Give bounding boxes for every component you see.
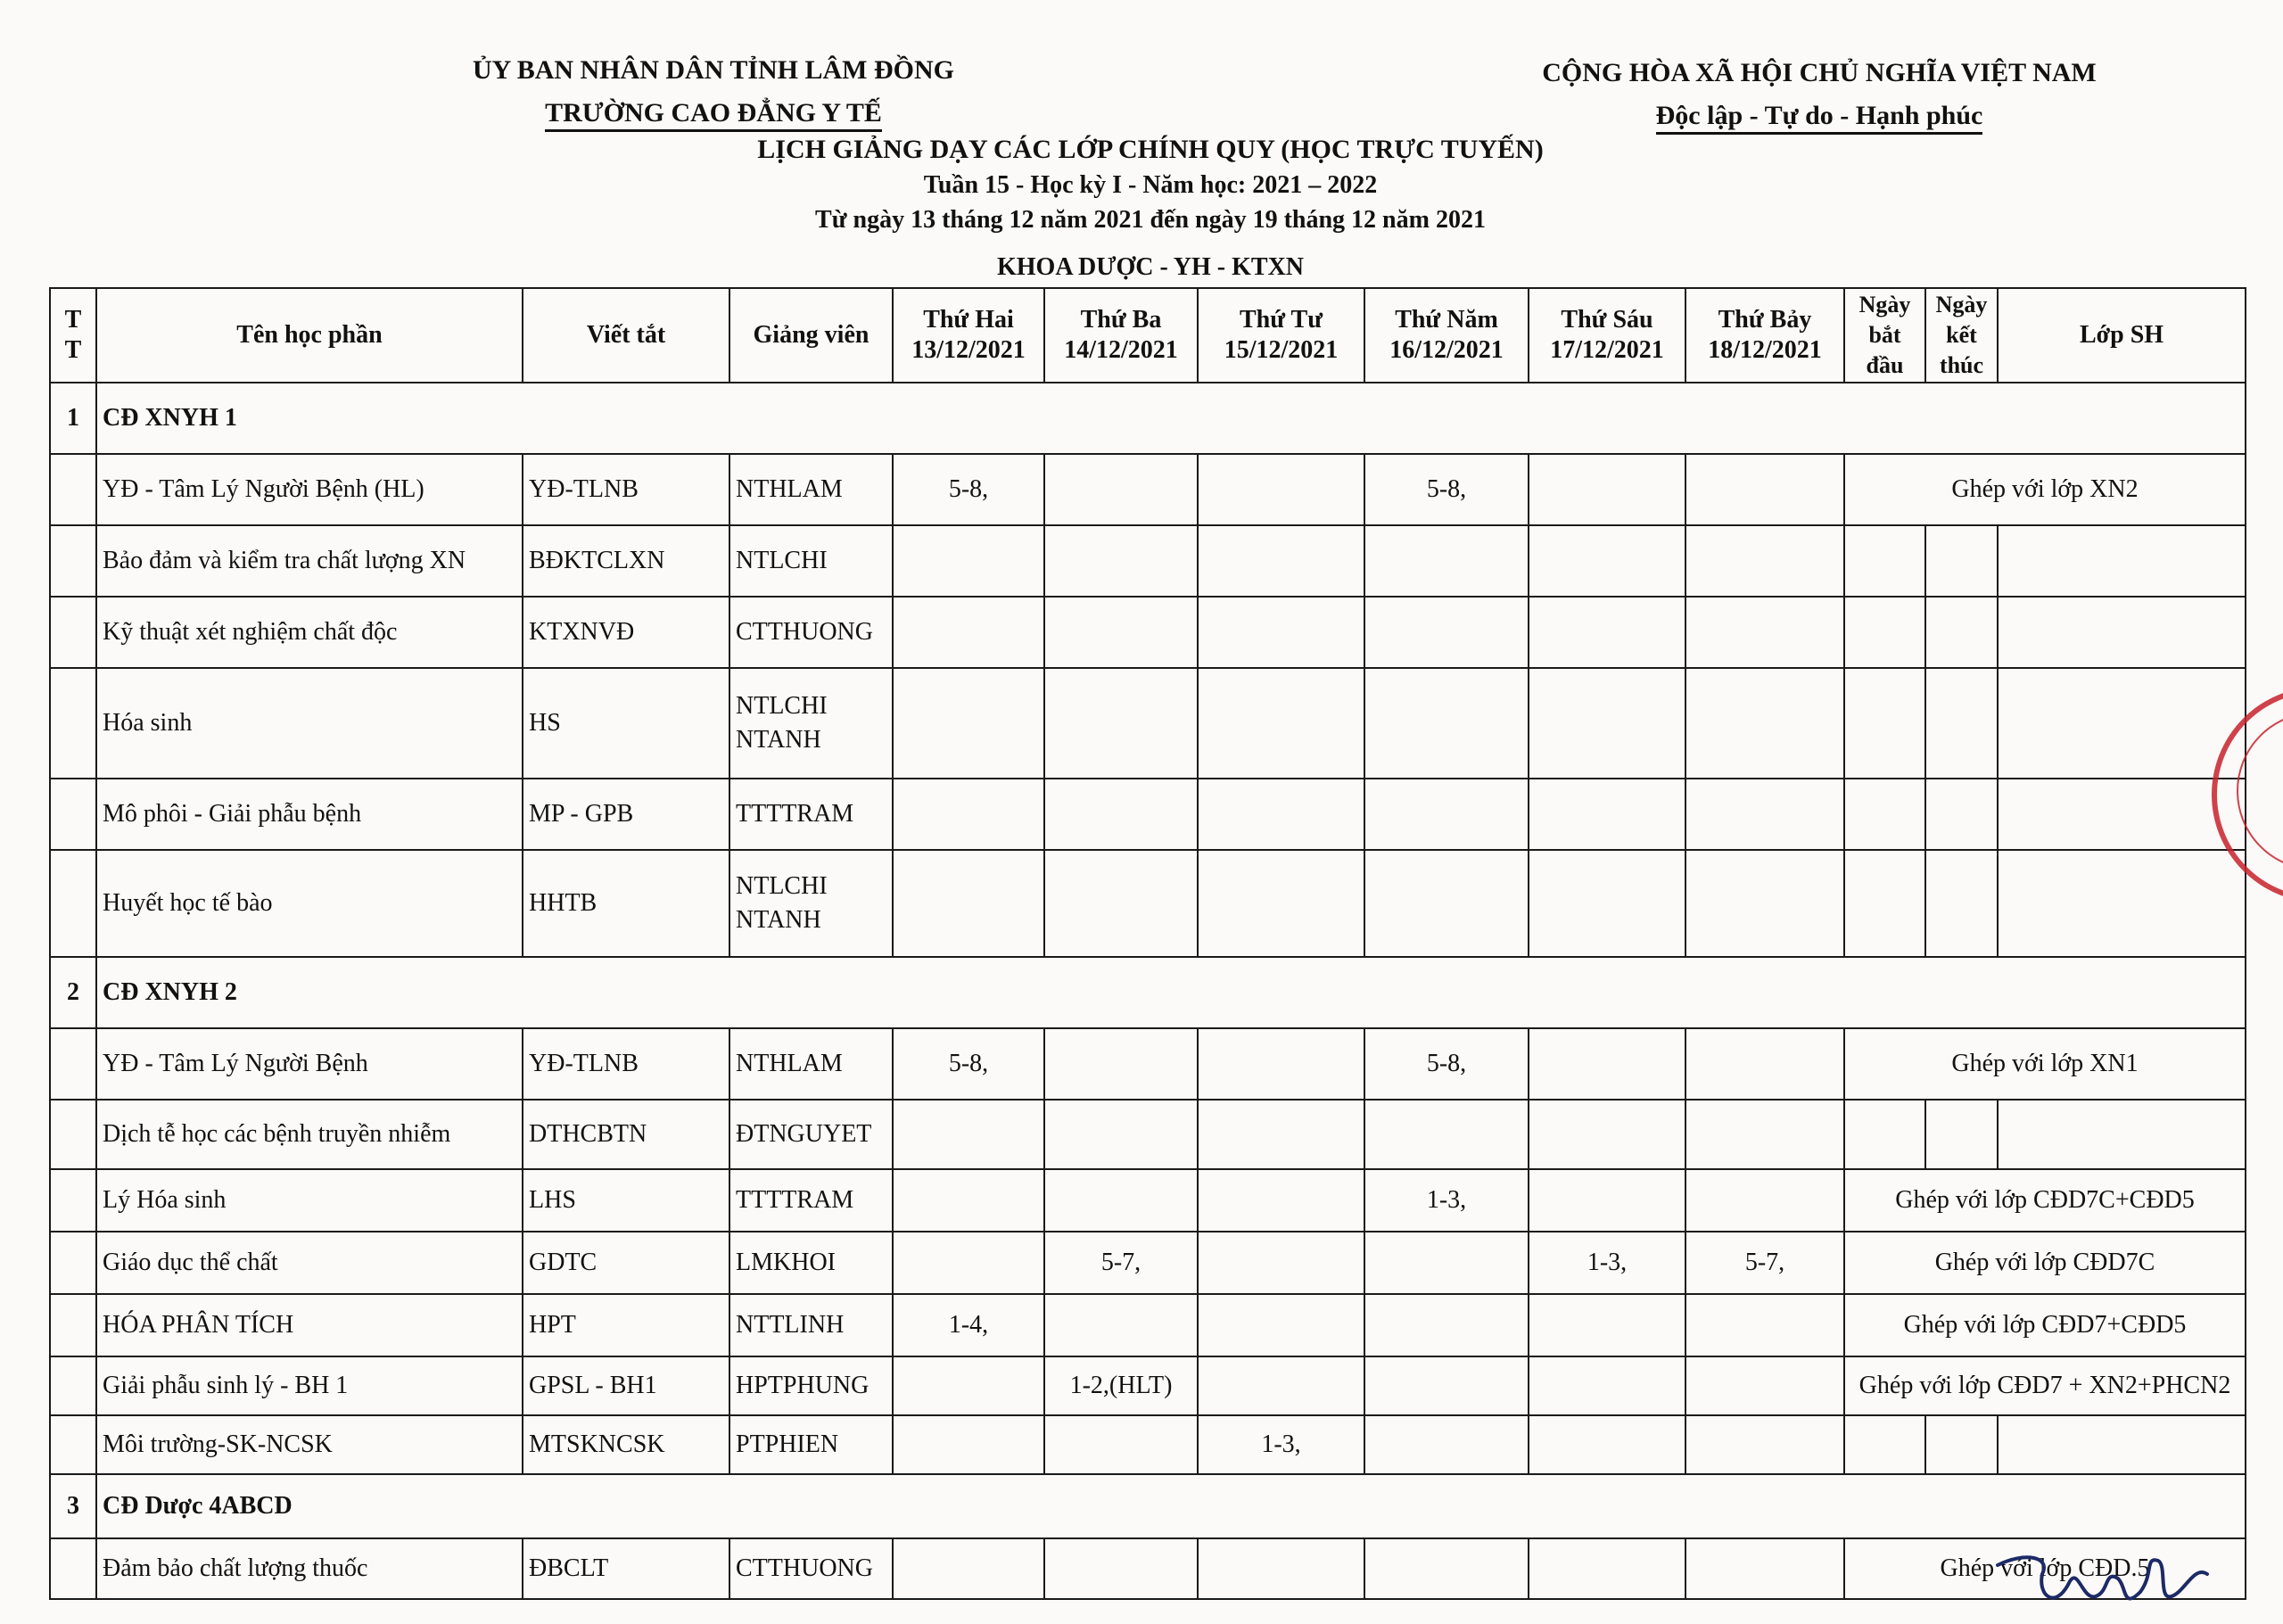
class-cell bbox=[1998, 597, 2246, 668]
session-cell-tue bbox=[1044, 454, 1198, 525]
session-cell-thu: 5-8, bbox=[1364, 1028, 1529, 1100]
session-cell-mon bbox=[893, 1415, 1044, 1474]
col-saturday: Thứ Bảy 18/12/2021 bbox=[1685, 288, 1844, 383]
session-cell-fri bbox=[1529, 668, 1685, 779]
teacher-cell bbox=[729, 1538, 893, 1599]
col-teacher: Giảng viên bbox=[729, 288, 893, 383]
teacher-cell bbox=[729, 1294, 893, 1356]
course-name-cell: HÓA PHÂN TÍCH bbox=[96, 1294, 523, 1356]
session-cell-fri bbox=[1529, 1356, 1685, 1415]
teacher-cell bbox=[729, 668, 893, 779]
start-date-cell bbox=[1844, 1100, 1925, 1169]
row-number-cell bbox=[50, 1100, 96, 1169]
department-label: KHOA DƯỢC - YH - KTXN bbox=[996, 253, 1305, 281]
class-note-cell: Ghép với lớp XN1 bbox=[1844, 1028, 2246, 1100]
row-number-cell bbox=[50, 1232, 96, 1294]
session-cell-mon bbox=[893, 1169, 1044, 1232]
session-cell-fri bbox=[1529, 454, 1685, 525]
session-cell-tue bbox=[1044, 850, 1198, 957]
session-cell-wed bbox=[1198, 668, 1364, 779]
col-wednesday: Thứ Tư 15/12/2021 bbox=[1198, 288, 1364, 383]
session-cell-mon bbox=[893, 779, 1044, 850]
teacher-cell bbox=[729, 1100, 893, 1169]
col-abbr: Viết tắt bbox=[523, 288, 729, 383]
abbr-cell: YĐ-TLNB bbox=[523, 454, 729, 525]
row-number-cell bbox=[50, 1028, 96, 1100]
session-cell-tue bbox=[1044, 668, 1198, 779]
col-end-date: Ngày kết thúc bbox=[1925, 288, 1998, 383]
end-date-cell bbox=[1925, 1100, 1998, 1169]
session-cell-thu bbox=[1364, 668, 1529, 779]
session-cell-wed bbox=[1198, 454, 1364, 525]
table-row bbox=[50, 1232, 2246, 1294]
row-number-cell bbox=[50, 525, 96, 597]
teacher-name: NTHLAM bbox=[736, 1050, 843, 1077]
teacher-name: NTLCHI bbox=[736, 872, 828, 900]
table-row bbox=[50, 1028, 2246, 1100]
session-cell-sat bbox=[1685, 1100, 1844, 1169]
table-row bbox=[50, 1169, 2246, 1232]
session-cell-mon bbox=[893, 850, 1044, 957]
group-name: CĐ XNYH 2 bbox=[96, 957, 2246, 1028]
teacher-cell bbox=[729, 779, 893, 850]
class-cell bbox=[1998, 525, 2246, 597]
session-cell-mon: 5-8, bbox=[893, 1028, 1044, 1100]
course-name-cell: Lý Hóa sinh bbox=[96, 1169, 523, 1232]
abbr-cell: YĐ-TLNB bbox=[523, 1028, 729, 1100]
schedule-body bbox=[50, 383, 2246, 1599]
teacher-cell bbox=[729, 850, 893, 957]
abbr-cell: MP - GPB bbox=[523, 779, 729, 850]
session-cell-sat bbox=[1685, 668, 1844, 779]
row-number-cell bbox=[50, 454, 96, 525]
group-number: 1 bbox=[50, 383, 96, 454]
session-cell-thu: 5-8, bbox=[1364, 454, 1529, 525]
teacher-cell bbox=[729, 1169, 893, 1232]
table-row bbox=[50, 850, 2246, 957]
start-date-cell bbox=[1844, 597, 1925, 668]
table-row bbox=[50, 1356, 2246, 1415]
teacher-name: NTANH bbox=[736, 726, 821, 754]
col-thursday: Thứ Năm 16/12/2021 bbox=[1364, 288, 1529, 383]
class-note-cell: Ghép với lớp CĐD7C bbox=[1844, 1232, 2246, 1294]
session-cell-sat bbox=[1685, 1028, 1844, 1100]
group-number: 3 bbox=[50, 1474, 96, 1538]
teacher-name: NTLCHI bbox=[736, 692, 828, 720]
session-cell-sat bbox=[1685, 1415, 1844, 1474]
teacher-name: NTANH bbox=[736, 906, 821, 934]
session-cell-tue: 5-7, bbox=[1044, 1232, 1198, 1294]
session-cell-mon: 5-8, bbox=[893, 454, 1044, 525]
course-name-cell: YĐ - Tâm Lý Người Bệnh bbox=[96, 1028, 523, 1100]
week-label: Tuần 15 - Học kỳ I - Năm học: 2021 – 2022 bbox=[923, 171, 1378, 199]
session-cell-tue bbox=[1044, 1169, 1198, 1232]
session-cell-mon bbox=[893, 525, 1044, 597]
table-row bbox=[50, 454, 2246, 525]
teacher-name: CTTHUONG bbox=[736, 1554, 873, 1582]
teacher-cell bbox=[729, 1232, 893, 1294]
session-cell-wed bbox=[1198, 597, 1364, 668]
table-row bbox=[50, 1538, 2246, 1599]
session-cell-fri bbox=[1529, 1294, 1685, 1356]
abbr-cell: BĐKTCLXN bbox=[523, 525, 729, 597]
table-row bbox=[50, 1100, 2246, 1169]
issuer-block bbox=[464, 49, 963, 135]
header-row bbox=[50, 288, 2246, 383]
session-cell-wed bbox=[1198, 1100, 1364, 1169]
session-cell-thu bbox=[1364, 850, 1529, 957]
session-cell-thu bbox=[1364, 1538, 1529, 1599]
col-friday: Thứ Sáu 17/12/2021 bbox=[1529, 288, 1685, 383]
group-name: CĐ XNYH 1 bbox=[96, 383, 2246, 454]
session-cell-thu bbox=[1364, 1415, 1529, 1474]
document-titles bbox=[624, 132, 1677, 284]
session-cell-thu bbox=[1364, 597, 1529, 668]
table-row bbox=[50, 525, 2246, 597]
class-note-cell: Ghép với lớp CĐD7 + XN2+PHCN2 bbox=[1844, 1356, 2246, 1415]
session-cell-sat bbox=[1685, 1294, 1844, 1356]
session-cell-fri bbox=[1529, 850, 1685, 957]
session-cell-tue bbox=[1044, 1415, 1198, 1474]
session-cell-wed bbox=[1198, 850, 1364, 957]
session-cell-sat bbox=[1685, 850, 1844, 957]
session-cell-sat bbox=[1685, 779, 1844, 850]
class-cell bbox=[1998, 668, 2246, 779]
national-motto-block bbox=[1498, 52, 2140, 137]
session-cell-mon bbox=[893, 1538, 1044, 1599]
class-note-cell: Ghép với lớp CĐD7+CĐD5 bbox=[1844, 1294, 2246, 1356]
start-date-cell bbox=[1844, 668, 1925, 779]
abbr-cell: ĐBCLT bbox=[523, 1538, 729, 1599]
start-date-cell bbox=[1844, 779, 1925, 850]
abbr-cell: HHTB bbox=[523, 850, 729, 957]
session-cell-mon bbox=[893, 1100, 1044, 1169]
row-number-cell bbox=[50, 779, 96, 850]
table-row bbox=[50, 779, 2246, 850]
class-note-cell: Ghép với lớp CĐD.5 bbox=[1844, 1538, 2246, 1599]
abbr-cell: LHS bbox=[523, 1169, 729, 1232]
issuer-committee: ỦY BAN NHÂN DÂN TỈNH LÂM ĐỒNG bbox=[472, 55, 954, 85]
abbr-cell: GPSL - BH1 bbox=[523, 1356, 729, 1415]
date-range: Từ ngày 13 tháng 12 năm 2021 đến ngày 19 tháng 12 năm 2021 bbox=[815, 206, 1486, 234]
teacher-cell bbox=[729, 1356, 893, 1415]
teacher-name: NTTLINH bbox=[736, 1311, 845, 1339]
class-note-cell: Ghép với lớp XN2 bbox=[1844, 454, 2246, 525]
session-cell-thu bbox=[1364, 779, 1529, 850]
group-row bbox=[50, 383, 2246, 454]
table-row bbox=[50, 597, 2246, 668]
session-cell-wed: 1-3, bbox=[1198, 1415, 1364, 1474]
session-cell-tue bbox=[1044, 779, 1198, 850]
abbr-cell: GDTC bbox=[523, 1232, 729, 1294]
class-note-cell: Ghép với lớp CĐD7C+CĐD5 bbox=[1844, 1169, 2246, 1232]
col-start-date: Ngày bắt đầu bbox=[1844, 288, 1925, 383]
teacher-name: CTTHUONG bbox=[736, 618, 873, 646]
session-cell-tue bbox=[1044, 1294, 1198, 1356]
session-cell-sat bbox=[1685, 1356, 1844, 1415]
row-number-cell bbox=[50, 1169, 96, 1232]
session-cell-fri bbox=[1529, 1028, 1685, 1100]
session-cell-wed bbox=[1198, 1232, 1364, 1294]
session-cell-wed bbox=[1198, 1356, 1364, 1415]
course-name-cell: Đảm bảo chất lượng thuốc bbox=[96, 1538, 523, 1599]
group-name: CĐ Dược 4ABCD bbox=[96, 1474, 2246, 1538]
end-date-cell bbox=[1925, 1415, 1998, 1474]
session-cell-wed bbox=[1198, 525, 1364, 597]
teacher-name: TTTTRAM bbox=[736, 800, 854, 828]
session-cell-thu bbox=[1364, 525, 1529, 597]
session-cell-fri: 1-3, bbox=[1529, 1232, 1685, 1294]
course-name-cell: Môi trường-SK-NCSK bbox=[96, 1415, 523, 1474]
handwritten-signature bbox=[1989, 1547, 2221, 1619]
session-cell-fri bbox=[1529, 597, 1685, 668]
teacher-name: HPTPHUNG bbox=[736, 1372, 870, 1399]
session-cell-tue bbox=[1044, 1538, 1198, 1599]
col-tt: T T bbox=[50, 288, 96, 383]
course-name-cell: Giáo dục thể chất bbox=[96, 1232, 523, 1294]
session-cell-mon: 1-4, bbox=[893, 1294, 1044, 1356]
session-cell-fri bbox=[1529, 1415, 1685, 1474]
session-cell-wed bbox=[1198, 779, 1364, 850]
session-cell-sat bbox=[1685, 525, 1844, 597]
end-date-cell bbox=[1925, 779, 1998, 850]
course-name-cell: Huyết học tế bào bbox=[96, 850, 523, 957]
col-class: Lớp SH bbox=[1998, 288, 2246, 383]
session-cell-fri bbox=[1529, 1538, 1685, 1599]
start-date-cell bbox=[1844, 850, 1925, 957]
col-tuesday: Thứ Ba 14/12/2021 bbox=[1044, 288, 1198, 383]
class-cell bbox=[1998, 1100, 2246, 1169]
session-cell-wed bbox=[1198, 1169, 1364, 1232]
group-row bbox=[50, 1474, 2246, 1538]
end-date-cell bbox=[1925, 668, 1998, 779]
session-cell-mon bbox=[893, 597, 1044, 668]
session-cell-fri bbox=[1529, 779, 1685, 850]
session-cell-mon bbox=[893, 1232, 1044, 1294]
row-number-cell bbox=[50, 668, 96, 779]
schedule-table bbox=[49, 287, 2246, 1600]
session-cell-tue: 1-2,(HLT) bbox=[1044, 1356, 1198, 1415]
session-cell-sat bbox=[1685, 597, 1844, 668]
session-cell-thu bbox=[1364, 1294, 1529, 1356]
abbr-cell: DTHCBTN bbox=[523, 1100, 729, 1169]
course-name-cell: Hóa sinh bbox=[96, 668, 523, 779]
col-course-name: Tên học phần bbox=[96, 288, 523, 383]
session-cell-sat bbox=[1685, 1169, 1844, 1232]
session-cell-wed bbox=[1198, 1538, 1364, 1599]
group-number: 2 bbox=[50, 957, 96, 1028]
end-date-cell bbox=[1925, 597, 1998, 668]
session-cell-fri bbox=[1529, 525, 1685, 597]
row-number-cell bbox=[50, 850, 96, 957]
national-title: CỘNG HÒA XÃ HỘI CHỦ NGHĨA VIỆT NAM bbox=[1542, 58, 2097, 87]
teacher-name: TTTTRAM bbox=[736, 1186, 854, 1214]
session-cell-tue bbox=[1044, 1100, 1198, 1169]
issuer-school: TRƯỜNG CAO ĐẲNG Y TẾ bbox=[545, 98, 882, 132]
teacher-cell bbox=[729, 525, 893, 597]
teacher-name: PTPHIEN bbox=[736, 1430, 839, 1458]
teacher-cell bbox=[729, 597, 893, 668]
session-cell-mon bbox=[893, 1356, 1044, 1415]
start-date-cell bbox=[1844, 525, 1925, 597]
session-cell-tue bbox=[1044, 525, 1198, 597]
national-motto: Độc lập - Tự do - Hạnh phúc bbox=[1656, 101, 1983, 135]
teacher-name: LMKHOI bbox=[736, 1249, 836, 1276]
session-cell-sat bbox=[1685, 454, 1844, 525]
session-cell-wed bbox=[1198, 1028, 1364, 1100]
row-number-cell bbox=[50, 1294, 96, 1356]
end-date-cell bbox=[1925, 850, 1998, 957]
class-cell bbox=[1998, 1415, 2246, 1474]
session-cell-mon bbox=[893, 668, 1044, 779]
table-row bbox=[50, 668, 2246, 779]
session-cell-sat: 5-7, bbox=[1685, 1232, 1844, 1294]
session-cell-tue bbox=[1044, 597, 1198, 668]
session-cell-thu bbox=[1364, 1356, 1529, 1415]
group-row bbox=[50, 957, 2246, 1028]
abbr-cell: HPT bbox=[523, 1294, 729, 1356]
teacher-cell bbox=[729, 1415, 893, 1474]
session-cell-thu bbox=[1364, 1100, 1529, 1169]
session-cell-thu: 1-3, bbox=[1364, 1169, 1529, 1232]
session-cell-wed bbox=[1198, 1294, 1364, 1356]
session-cell-tue bbox=[1044, 1028, 1198, 1100]
row-number-cell bbox=[50, 1356, 96, 1415]
table-row bbox=[50, 1415, 2246, 1474]
document-title: LỊCH GIẢNG DẠY CÁC LỚP CHÍNH QUY (HỌC TRỰC TUYẾN) bbox=[757, 135, 1544, 164]
class-cell bbox=[1998, 779, 2246, 850]
teacher-cell bbox=[729, 1028, 893, 1100]
course-name-cell: Giải phẫu sinh lý - BH 1 bbox=[96, 1356, 523, 1415]
class-cell bbox=[1998, 850, 2246, 957]
teacher-name: NTLCHI bbox=[736, 547, 828, 574]
teacher-cell bbox=[729, 454, 893, 525]
abbr-cell: MTSKNCSK bbox=[523, 1415, 729, 1474]
teacher-name: NTHLAM bbox=[736, 475, 843, 503]
course-name-cell: YĐ - Tâm Lý Người Bệnh (HL) bbox=[96, 454, 523, 525]
session-cell-thu bbox=[1364, 1232, 1529, 1294]
start-date-cell bbox=[1844, 1415, 1925, 1474]
abbr-cell: KTXNVĐ bbox=[523, 597, 729, 668]
end-date-cell bbox=[1925, 525, 1998, 597]
course-name-cell: Bảo đảm và kiểm tra chất lượng XN bbox=[96, 525, 523, 597]
session-cell-fri bbox=[1529, 1169, 1685, 1232]
course-name-cell: Kỹ thuật xét nghiệm chất độc bbox=[96, 597, 523, 668]
course-name-cell: Dịch tễ học các bệnh truyền nhiễm bbox=[96, 1100, 523, 1169]
abbr-cell: HS bbox=[523, 668, 729, 779]
col-monday: Thứ Hai 13/12/2021 bbox=[893, 288, 1044, 383]
session-cell-sat bbox=[1685, 1538, 1844, 1599]
row-number-cell bbox=[50, 597, 96, 668]
table-row bbox=[50, 1294, 2246, 1356]
teacher-name: ĐTNGUYET bbox=[736, 1120, 872, 1148]
row-number-cell bbox=[50, 1415, 96, 1474]
session-cell-fri bbox=[1529, 1100, 1685, 1169]
row-number-cell bbox=[50, 1538, 96, 1599]
course-name-cell: Mô phôi - Giải phẫu bệnh bbox=[96, 779, 523, 850]
